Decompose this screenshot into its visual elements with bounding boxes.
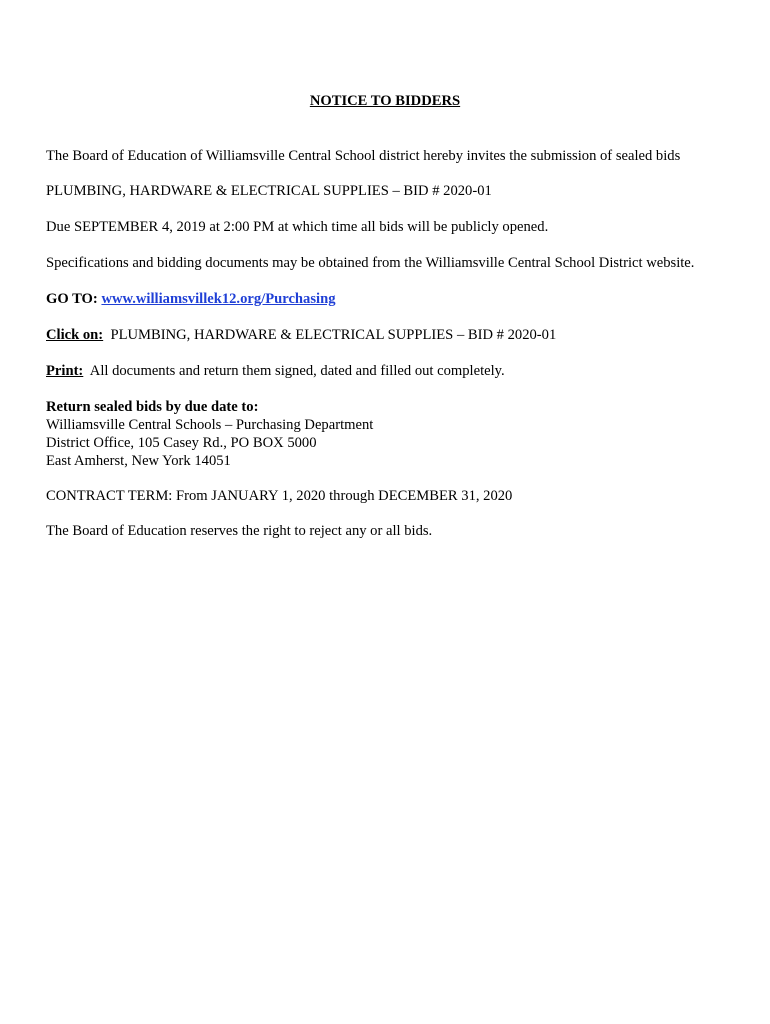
address-line-2: District Office, 105 Casey Rd., PO BOX 5000	[46, 435, 317, 451]
intro-text: The Board of Education of Williamsville Central School district hereby invites the submission of sealed bids	[46, 148, 681, 164]
specifications-text: Specifications and bidding documents may be obtained from the Williamsville Central School District website.	[46, 255, 695, 271]
click-on-line	[46, 326, 556, 344]
return-address-block	[46, 398, 373, 470]
contract-term-text: CONTRACT TERM: From JANUARY 1, 2020 through DECEMBER 31, 2020	[46, 488, 513, 504]
print-line	[46, 362, 505, 380]
click-on-label: Click on:	[46, 327, 104, 343]
goto-label: GO TO:	[46, 291, 98, 307]
address-line-3: East Amherst, New York 14051	[46, 453, 231, 469]
due-date-text: Due SEPTEMBER 4, 2019 at 2:00 PM at which time all bids will be publicly opened.	[46, 219, 549, 235]
reserve-right-text: The Board of Education reserves the right to reject any or all bids.	[46, 523, 433, 539]
goto-line	[46, 290, 336, 308]
return-label: Return sealed bids by due date to:	[46, 399, 259, 415]
bid-name: PLUMBING, HARDWARE & ELECTRICAL SUPPLIES – BID # 2020-01	[46, 183, 492, 199]
purchasing-link[interactable]: www.williamsvillek12.org/Purchasing	[101, 291, 336, 307]
print-label: Print:	[46, 363, 84, 379]
click-on-text: PLUMBING, HARDWARE & ELECTRICAL SUPPLIES – BID # 2020-01	[110, 327, 557, 343]
print-text: All documents and return them signed, dated and filled out completely.	[89, 363, 505, 379]
notice-title: NOTICE TO BIDDERS	[309, 93, 461, 109]
address-line-1: Williamsville Central Schools – Purchasing Department	[46, 417, 374, 433]
